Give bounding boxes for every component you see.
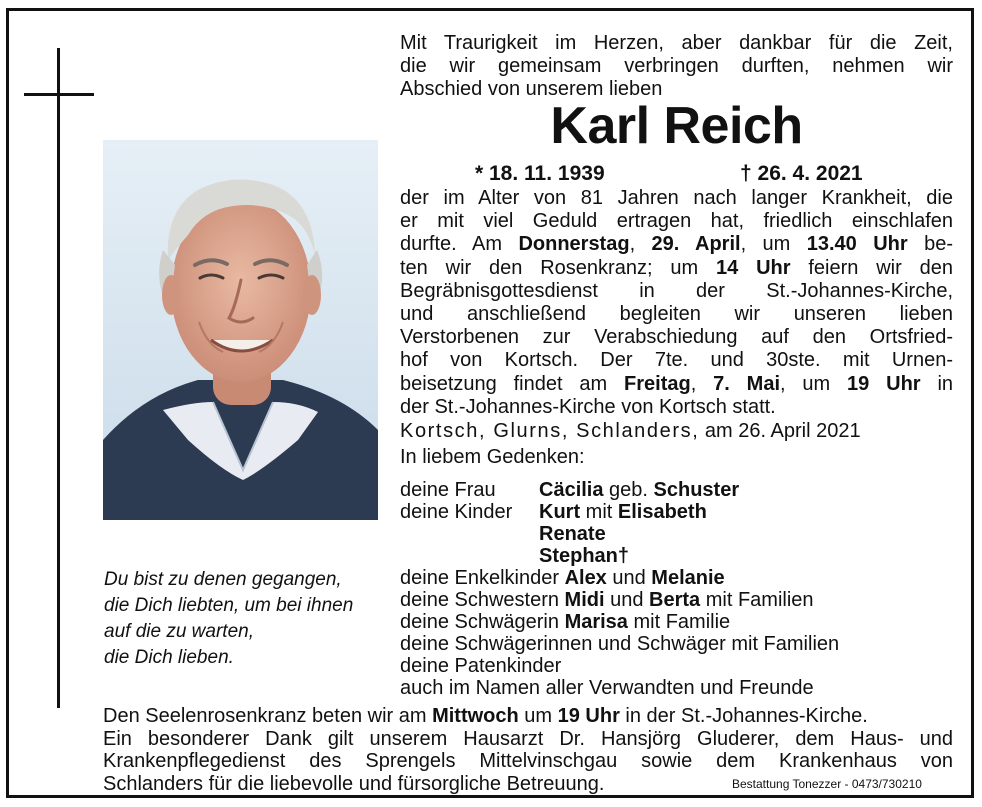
poem-line: Du bist zu denen gegangen, xyxy=(104,569,342,590)
list-item: deine Kinder Kurt mit Elisabeth xyxy=(400,501,707,523)
poem-line: auf die zu warten, xyxy=(104,621,254,642)
text-line: beisetzung findet am Freitag, 7. Mai, um 19 Uhr in xyxy=(400,372,954,395)
text-line: Begräbnisgottesdienst in der St.-Johannes-Kirche, xyxy=(400,279,953,302)
footer-line: Krankenpflegedienst des Sprengels Mittelvinschgau sowie dem Krankenhaus von xyxy=(103,750,953,772)
place-names: Kortsch, Glurns, Schlanders, xyxy=(400,420,700,442)
rosary-weekday: Mittwoch xyxy=(432,705,519,727)
text-line: er mit viel Geduld ertragen hat, friedlich einschlafen xyxy=(400,210,953,233)
list-item: deine Schwägerin Marisa mit Familie xyxy=(400,611,731,633)
rosary-date: 29. April xyxy=(651,233,741,256)
list-item: auch im Namen aller Verwandten und Freunde xyxy=(400,677,814,699)
text-line: hof von Kortsch. Der 7te. und 30ste. mit Urnen- xyxy=(400,349,953,372)
rosary-time: 13.40 Uhr xyxy=(806,233,908,256)
urn-date: 7. Mai xyxy=(713,372,780,395)
rosary-hour: 19 Uhr xyxy=(557,705,620,727)
portrait-illustration xyxy=(103,140,378,520)
urn-day: Freitag xyxy=(624,372,691,395)
place-date xyxy=(400,418,953,444)
text-line: durfte. Am Donnerstag, 29. April, um 13.40 Uhr be- xyxy=(400,233,953,256)
intro-line: Mit Traurigkeit im Herzen, aber dankbar für die Zeit, xyxy=(400,32,953,54)
footer-line: Den Seelenrosenkranz beten wir am Mittwoch um 19 Uhr in der St.-Johannes-Kirche. xyxy=(103,705,868,727)
text-line: Verstorbenen zur Verabschiedung auf den Ortsfried- xyxy=(400,326,953,349)
mourners-heading: In liebem Gedenken: xyxy=(400,446,585,468)
list-item: deine Schwestern Midi und Berta mit Familien xyxy=(400,589,814,611)
cross-vertical-bar xyxy=(57,48,60,708)
text-line: der St.-Johannes-Kirche von Kortsch statt. xyxy=(400,395,776,418)
urn-time: 19 Uhr xyxy=(847,372,921,395)
list-item: Renate xyxy=(539,523,606,545)
cross-horizontal-bar xyxy=(24,93,94,96)
notice-date: am 26. April 2021 xyxy=(704,420,861,442)
intro-text xyxy=(400,32,953,101)
list-item: deine Enkelkinder Alex und Melanie xyxy=(400,567,725,589)
deceased-cross-mark: † xyxy=(617,545,630,567)
footer-line: Ein besonderer Dank gilt unserem Hausarzt Dr. Hansjörg Gluderer, dem Haus- und xyxy=(103,727,953,750)
text-line: der im Alter von 81 Jahren nach langer Krankheit, die xyxy=(400,187,953,209)
intro-line: die wir gemeinsam verbringen durften, nehmen wir xyxy=(400,55,953,77)
portrait-photo xyxy=(103,140,378,520)
death-date: † 26. 4. 2021 xyxy=(740,162,863,185)
funeral-home-credit: Bestattung Tonezzer - 0473/730210 xyxy=(732,777,922,791)
mourners-list xyxy=(400,446,960,699)
text-line: und anschließend begleiten wir unseren lieben xyxy=(400,303,953,326)
birth-date: * 18. 11. 1939 xyxy=(475,162,605,185)
deceased-name: Karl Reich xyxy=(550,97,803,155)
list-item: deine Patenkinder xyxy=(400,655,562,677)
announcement-text xyxy=(400,187,953,419)
poem xyxy=(104,567,394,671)
list-item: Stephan† xyxy=(539,545,630,567)
poem-line: die Dich liebten, um bei ihnen xyxy=(104,595,354,616)
poem-line: die Dich lieben. xyxy=(104,647,234,668)
funeral-time: 14 Uhr xyxy=(715,256,791,279)
text-line: ten wir den Rosenkranz; um 14 Uhr feiern wir den xyxy=(400,256,953,279)
intro-line: Abschied von unserem lieben xyxy=(400,78,663,100)
rosary-day: Donnerstag xyxy=(518,233,630,256)
list-item: deine Frau Cäcilia geb. Schuster xyxy=(400,479,740,501)
list-item: deine Schwägerinnen und Schwäger mit Familien xyxy=(400,633,840,655)
footer-line: Schlanders für die liebevolle und fürsorgliche Betreuung. xyxy=(103,772,605,795)
